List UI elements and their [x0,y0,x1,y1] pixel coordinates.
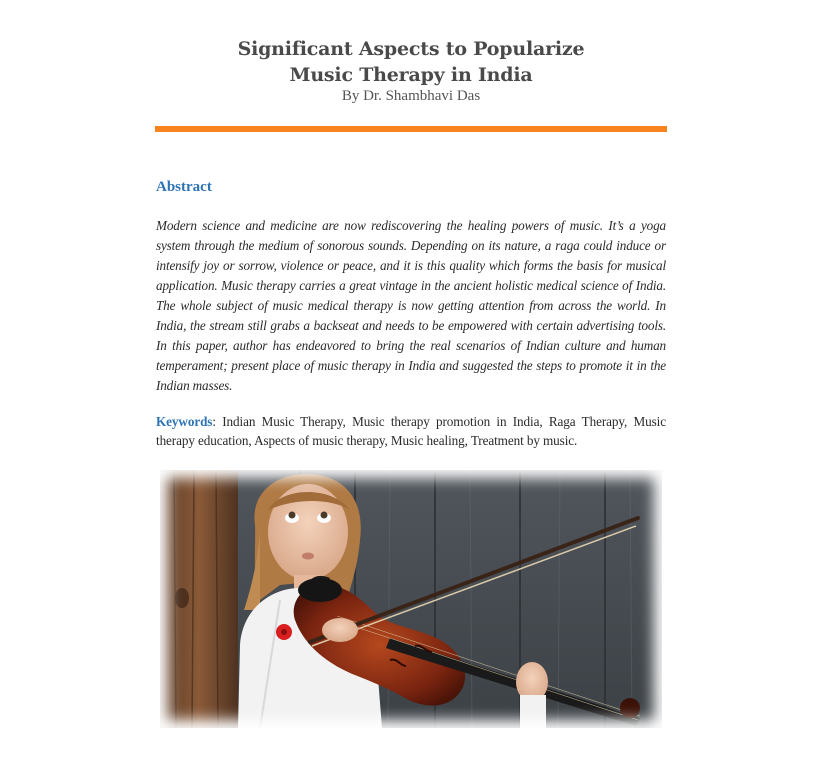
child-violin-photo [160,470,662,728]
keywords-label: Keywords [156,414,213,429]
photo-illustration [160,470,662,728]
author-byline: By Dr. Shambhavi Das [341,88,481,104]
paper-title-line-2: Music Therapy in India [289,64,533,86]
title-block [155,36,667,106]
keywords-paragraph [156,412,666,450]
paper-title-line-1: Significant Aspects to Popularize [237,38,585,60]
abstract-heading: Abstract [156,179,212,195]
orange-divider-rule [155,126,667,132]
keywords-list: : Indian Music Therapy, Music therapy promotion in India, Raga Therapy, Music therapy education, Aspects of music therapy, Music healing, Treatment by music. [156,414,666,448]
abstract-body: Modern science and medicine are now rediscovering the healing powers of music. It’s a yoga system through the medium of sonorous sounds. Depending on its nature, a raga could induce or intensify joy or sorrow, violence or peace, and it is this quality which forms the basis for musical application. Music therapy carries a great vintage in the ancient holistic medical science of India. The whole subject of music medical therapy is now getting attention from across the world. In India, the stream still grabs a backseat and needs to be empowered with certain advertising tools. In this paper, author has endeavored to bring the real scenarios of Indian culture and human temperament; present place of music therapy in India and suggested the steps to promote it in the Indian masses. [156,218,666,393]
